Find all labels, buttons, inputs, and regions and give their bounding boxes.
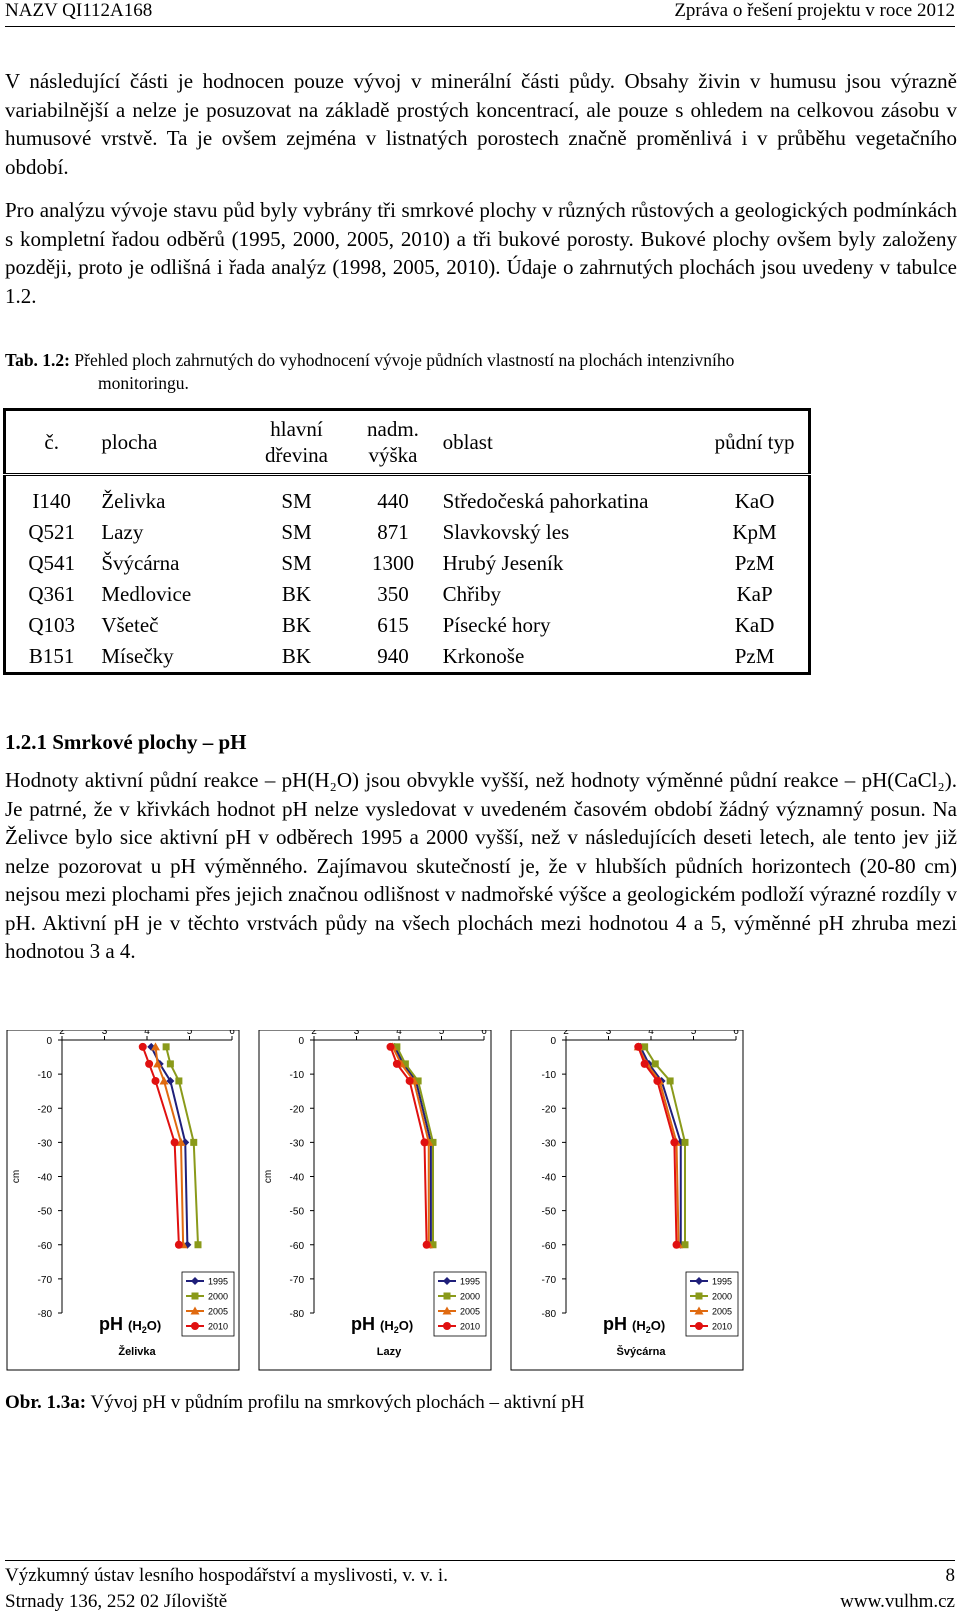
col-header-number: č. xyxy=(5,410,98,475)
header-project-code: NAZV QI112A168 xyxy=(5,0,153,21)
y-tick-label: -30 xyxy=(541,1138,556,1150)
section-title: 1.2.1 Smrkové plochy – pH xyxy=(5,730,247,754)
data-point xyxy=(152,1077,160,1085)
data-point xyxy=(682,1241,689,1248)
x-tick-label: 3 xyxy=(605,1030,612,1037)
data-point xyxy=(191,1322,199,1330)
y-tick-label: -20 xyxy=(541,1104,556,1116)
ph-chart-1 xyxy=(259,1030,491,1370)
table-caption xyxy=(5,349,957,395)
cell-plot: Švýcárna xyxy=(101,551,180,575)
y-tick-label: -80 xyxy=(37,1309,52,1320)
data-point xyxy=(406,1077,414,1085)
chart-site-label: Švýcárna xyxy=(616,1346,666,1358)
data-point xyxy=(695,1322,703,1330)
cell-species: SM xyxy=(281,520,312,544)
cell-plot: Všeteč xyxy=(101,613,159,637)
cell-number: Q103 xyxy=(28,613,75,637)
page-number: 8 xyxy=(945,1565,955,1586)
data-point xyxy=(443,1322,451,1330)
figure-caption-text: Vývoj pH v půdním profilu na smrkových plochách – aktivní pH xyxy=(90,1392,585,1413)
legend-label: 1995 xyxy=(208,1276,229,1287)
table-caption-label: Tab. 1.2: xyxy=(5,350,71,370)
data-point xyxy=(444,1293,451,1300)
cell-region: Slavkovský les xyxy=(442,520,570,544)
data-point xyxy=(421,1138,429,1146)
col-header-species: hlavní dřevina xyxy=(246,410,348,475)
legend-label: 2010 xyxy=(712,1321,733,1332)
data-point xyxy=(163,1043,170,1050)
data-point xyxy=(192,1293,199,1300)
plots-table xyxy=(3,408,811,675)
y-tick-label: 0 xyxy=(550,1036,556,1047)
y-tick-label: -70 xyxy=(289,1274,304,1286)
x-tick-label: 2 xyxy=(311,1030,317,1037)
legend-label: 2000 xyxy=(712,1291,733,1302)
y-tick-label: -70 xyxy=(37,1274,52,1286)
x-tick-label: 4 xyxy=(396,1030,402,1037)
page-header xyxy=(5,0,955,27)
footer-address: Strnady 136, 252 02 Jíloviště xyxy=(5,1591,228,1612)
data-point xyxy=(634,1043,642,1051)
cell-soil-type: KpM xyxy=(732,520,777,544)
legend-label: 2010 xyxy=(460,1321,481,1332)
data-point xyxy=(393,1060,401,1068)
data-point xyxy=(175,1241,183,1249)
cell-altitude: 350 xyxy=(377,582,409,606)
data-point xyxy=(670,1138,678,1146)
table-row xyxy=(5,548,810,579)
ph-chart-2 xyxy=(511,1030,743,1370)
y-tick-label: -20 xyxy=(289,1104,304,1116)
cell-species: BK xyxy=(281,582,312,606)
x-tick-label: 3 xyxy=(353,1030,360,1037)
cell-region: Krkonoše xyxy=(442,644,525,668)
data-point xyxy=(387,1043,395,1051)
y-tick-label: -10 xyxy=(541,1070,556,1082)
legend-label: 1995 xyxy=(712,1276,733,1287)
cell-altitude: 1300 xyxy=(371,551,414,575)
cell-region: Chřiby xyxy=(442,582,501,606)
y-axis-label: cm xyxy=(11,1169,22,1184)
cell-species: SM xyxy=(281,489,312,513)
table-row xyxy=(5,610,810,641)
table-caption-text-2: monitoringu. xyxy=(98,373,189,393)
col-header-plot: plocha xyxy=(97,410,245,475)
header-report-title: Zpráva o řešení projektu v roce 2012 xyxy=(674,0,955,21)
y-tick-label: -80 xyxy=(289,1309,304,1320)
x-tick-label: 4 xyxy=(144,1030,150,1037)
cell-plot: Mísečky xyxy=(101,644,174,668)
col-header-soil-type: půdní typ xyxy=(701,410,809,475)
y-tick-label: -40 xyxy=(37,1172,52,1184)
legend-label: 2005 xyxy=(712,1306,733,1317)
cell-region: Středočeská pahorkatina xyxy=(442,489,649,513)
data-point xyxy=(145,1060,153,1068)
page-footer xyxy=(5,1560,955,1615)
table-row xyxy=(5,517,810,548)
table-row xyxy=(5,579,810,610)
cell-region: Písecké hory xyxy=(442,613,551,637)
x-tick-label: 5 xyxy=(690,1030,697,1037)
col-header-region: oblast xyxy=(439,410,701,475)
chart-title: pH (H2O) xyxy=(351,1314,414,1335)
chart-site-label: Želivka xyxy=(118,1346,156,1358)
data-point xyxy=(171,1138,179,1146)
chart-legend xyxy=(686,1272,738,1336)
legend-label: 2000 xyxy=(208,1291,229,1302)
y-tick-label: -40 xyxy=(289,1172,304,1184)
x-tick-label: 5 xyxy=(186,1030,193,1037)
legend-label: 2010 xyxy=(208,1321,229,1332)
y-tick-label: -40 xyxy=(541,1172,556,1184)
y-axis-label: cm xyxy=(263,1169,274,1184)
x-tick-label: 4 xyxy=(648,1030,654,1037)
legend-label: 2005 xyxy=(208,1306,229,1317)
cell-soil-type: KaO xyxy=(734,489,775,513)
legend-label: 2005 xyxy=(460,1306,481,1317)
table-caption-text: Přehled ploch zahrnutých do vyhodnocení vývoje půdních vlastností na plochách intenzivního xyxy=(74,350,735,370)
x-tick-label: 2 xyxy=(59,1030,65,1037)
cell-species: BK xyxy=(281,613,312,637)
cell-altitude: 440 xyxy=(377,489,409,513)
y-tick-label: 0 xyxy=(298,1036,304,1047)
cell-species: BK xyxy=(281,644,312,668)
data-point xyxy=(175,1077,182,1084)
data-point xyxy=(696,1293,703,1300)
chart-legend xyxy=(434,1272,486,1336)
x-tick-label: 2 xyxy=(563,1030,569,1037)
cell-number: Q361 xyxy=(28,582,75,606)
cell-soil-type: KaP xyxy=(736,582,773,606)
cell-plot: Medlovice xyxy=(101,582,192,606)
col-header-altitude: nadm. výška xyxy=(347,410,438,475)
data-point xyxy=(139,1043,147,1051)
ph-chart-0 xyxy=(7,1030,239,1370)
cell-number: Q521 xyxy=(28,520,75,544)
cell-soil-type: PzM xyxy=(734,551,775,575)
x-tick-label: 3 xyxy=(101,1030,108,1037)
legend-label: 2000 xyxy=(460,1291,481,1302)
cell-plot: Lazy xyxy=(101,520,144,544)
footer-institute: Výzkumný ústav lesního hospodářství a myslivosti, v. v. i. xyxy=(5,1565,448,1586)
y-tick-label: -10 xyxy=(37,1070,52,1082)
x-tick-label: 6 xyxy=(733,1030,739,1037)
y-tick-label: -80 xyxy=(541,1309,556,1320)
paragraph-analysis: Pro analýzu vývoje stavu půd byly vybrány tři smrkové plochy v různých růstových a geologických podmínkách s kompletní řadou odběrů (1995, 2000, 2005, 2010) a tři bukové porosty. Bukové plochy ovšem byly založeny později, proto je odlišná i řada analýz (1998, 2005, 2010). Údaje o zahrnutých plochách jsou uvedeny v tabulce 1.2. xyxy=(5,198,957,308)
paragraph-intro: V následující části je hodnocen pouze vývoj v minerální části půdy. Obsahy živin v humusu jsou výrazně variabilnější a nelze je posuzovat na základě prostých koncentrací, ale pouze s ohledem na celkovou zásobu v humusové vrstvě. Ta je ovšem zejména v listnatých porostech značně proměnlivá i v průběhu vegetačního období. xyxy=(5,69,957,179)
y-tick-label: -50 xyxy=(37,1206,52,1218)
cell-soil-type: KaD xyxy=(734,613,775,637)
y-tick-label: -50 xyxy=(289,1206,304,1218)
data-point xyxy=(423,1241,431,1249)
data-point xyxy=(190,1139,197,1146)
data-point xyxy=(667,1077,674,1084)
chart-legend xyxy=(182,1272,234,1336)
y-tick-label: -60 xyxy=(541,1240,556,1252)
cell-number: B151 xyxy=(28,644,75,668)
y-tick-label: -50 xyxy=(541,1206,556,1218)
data-point xyxy=(653,1077,661,1085)
data-point xyxy=(682,1139,689,1146)
figure-caption xyxy=(5,1392,584,1414)
cell-plot: Želivka xyxy=(101,489,166,513)
y-tick-label: -30 xyxy=(289,1138,304,1150)
y-tick-label: -60 xyxy=(37,1240,52,1252)
table-row xyxy=(5,475,810,518)
cell-soil-type: PzM xyxy=(734,644,775,668)
table-row xyxy=(5,641,810,674)
cell-number: Q541 xyxy=(28,551,75,575)
y-tick-label: -10 xyxy=(289,1070,304,1082)
data-point xyxy=(195,1241,202,1248)
data-point xyxy=(673,1241,681,1249)
x-tick-label: 6 xyxy=(229,1030,235,1037)
cell-altitude: 940 xyxy=(377,644,409,668)
y-tick-label: -20 xyxy=(37,1104,52,1116)
ph-charts xyxy=(5,1030,957,1375)
y-tick-label: -70 xyxy=(541,1274,556,1286)
data-point xyxy=(167,1060,174,1067)
chart-title: pH (H2O) xyxy=(99,1314,162,1335)
figure-caption-label: Obr. 1.3a: xyxy=(5,1392,87,1413)
footer-website[interactable]: www.vulhm.cz xyxy=(840,1591,955,1612)
legend-label: 1995 xyxy=(460,1276,481,1287)
paragraph-section: Hodnoty aktivní půdní reakce – pH(H₂O) jsou obvykle vyšší, než hodnoty výměnné půdní reakce – pH(CaCl₂). Je patrné, že v křivkách hodnot pH nelze vysledovat v uvedeném časovém období žádný významný posun. Na Želivce bylo sice aktivní pH v odběrech 1995 a 2000 vyšší, než v následujících deseti letech, ale tento jev již nelze pozorovat u pH výměnného. Zajímavou skutečností je, že v hlubších půdních horizontech (20-80 cm) nejsou mezi plochami přes jejich značnou odlišnost v nadmořské výšce a geologickém podloží výrazné rozdíly v pH. Aktivní pH je v těchto vrstvách půdy na všech plochách mezi hodnotou 4 a 5, výměnné pH zhruba mezi hodnotou 3 a 4. xyxy=(5,768,957,963)
cell-altitude: 871 xyxy=(377,520,409,544)
ph-profile-charts-svg xyxy=(5,1030,957,1375)
y-tick-label: -30 xyxy=(37,1138,52,1150)
table-header-row xyxy=(5,410,810,475)
x-tick-label: 5 xyxy=(438,1030,445,1037)
y-tick-label: -60 xyxy=(289,1240,304,1252)
chart-title: pH (H2O) xyxy=(603,1314,666,1335)
chart-site-label: Lazy xyxy=(376,1346,402,1358)
cell-altitude: 615 xyxy=(377,613,409,637)
x-tick-label: 6 xyxy=(481,1030,487,1037)
cell-region: Hrubý Jeseník xyxy=(442,551,564,575)
cell-species: SM xyxy=(281,551,312,575)
data-point xyxy=(641,1060,649,1068)
y-tick-label: 0 xyxy=(46,1036,52,1047)
cell-number: I140 xyxy=(32,489,71,513)
data-point xyxy=(652,1060,659,1067)
